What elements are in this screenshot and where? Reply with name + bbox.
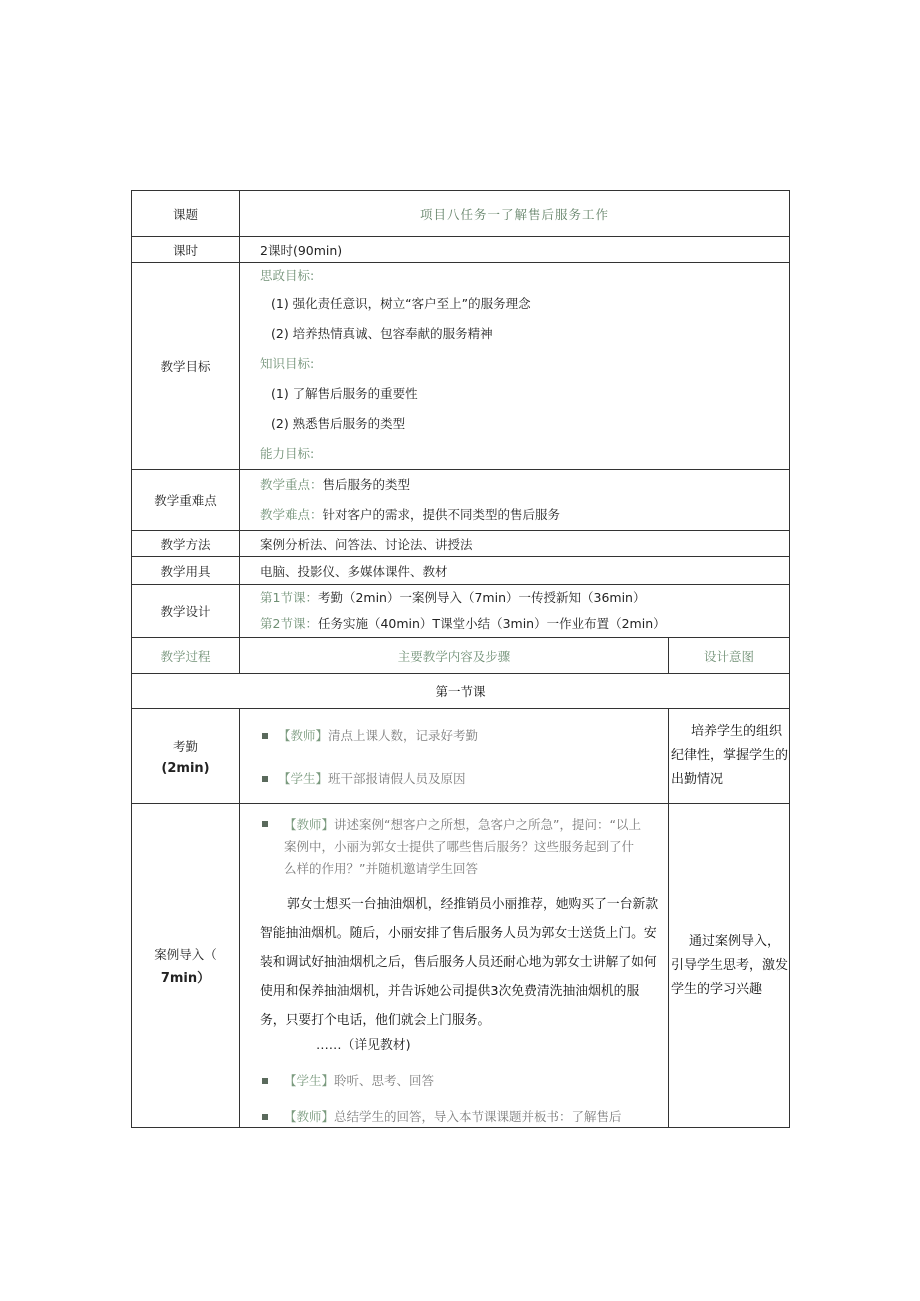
case-teacher-summary-text: 总结学生的回答，导入本节课课题并板书：了解售后 xyxy=(334,1109,622,1124)
bullet-icon xyxy=(262,776,268,782)
row-hours xyxy=(132,237,790,263)
keypoints-content xyxy=(240,470,790,531)
attendance-label: 考勤 xyxy=(172,738,198,754)
student-tag: 【学生】 xyxy=(278,770,329,786)
bullet-icon xyxy=(262,821,268,827)
difficulty-text: 针对客户的需求，提供不同类型的售后服务 xyxy=(322,507,561,522)
hours-label: 课时 xyxy=(132,237,240,263)
ability-title: 能力目标: xyxy=(260,446,315,461)
attendance-intent-cell xyxy=(669,709,790,804)
process-header-col3: 设计意图 xyxy=(669,638,790,674)
attendance-teacher xyxy=(262,726,668,744)
key-tag: 教学重点： xyxy=(260,477,323,492)
case-intent-cell xyxy=(669,804,790,1128)
bullet-icon xyxy=(262,733,268,739)
row-method xyxy=(132,531,790,557)
objectives-label: 教学目标 xyxy=(132,263,240,470)
section1-title: 第一节课 xyxy=(132,674,790,709)
case-duration: 7min） xyxy=(160,971,211,986)
difficulty-tag: 教学难点： xyxy=(260,507,323,522)
attendance-duration: (2min) xyxy=(161,760,210,776)
topic-label: 课题 xyxy=(132,191,240,237)
design-label: 教学设计 xyxy=(132,585,240,638)
case-teacher-question xyxy=(262,814,666,880)
lesson1-text: 考勤（2min）一案例导入（7min）一传授新知（36min） xyxy=(317,590,646,605)
keypoints-label: 教学重难点 xyxy=(132,470,240,531)
case-story: 郭女士想买一台抽油烟机，经推销员小丽推荐，她购买了一台新款智能抽油烟机。随后，小丽安排了售后服务人员为郭女士送货上门。安装和调试好抽油烟机之后，售后服务人员还耐心地为郭女士讲解了如何使用和保养抽油烟机，并告诉她公司提供3次免费清洗抽油烟机的服务，只要打个电话，他们就会上门服务。 xyxy=(260,897,659,1028)
ideo-item: (2) 培养热情真诚、包容奉献的服务精神 xyxy=(271,326,493,341)
tools-value: 电脑、投影仪、多媒体课件、教材 xyxy=(240,557,790,585)
row-section1 xyxy=(132,674,790,709)
bullet-icon xyxy=(262,1078,268,1084)
lesson2-text: 任务实施（40min）T课堂小结（3min）一作业布置（2min） xyxy=(317,616,666,631)
attendance-student-text: 班干部报请假人员及原因 xyxy=(328,770,466,786)
case-student-text: 聆听、思考、回答 xyxy=(334,1073,435,1088)
bullet-icon xyxy=(262,1114,268,1120)
hours-value: 2课时(90min) xyxy=(240,237,790,263)
method-label: 教学方法 xyxy=(132,531,240,557)
ideo-item: (1) 强化责任意识，树立“客户至上”的服务理念 xyxy=(271,296,531,311)
case-label: 案例导入（ xyxy=(154,947,217,962)
case-student xyxy=(262,1071,666,1089)
row-topic xyxy=(132,191,790,237)
design-content xyxy=(240,585,790,638)
attendance-intent: 培养学生的组织纪律性，掌握学生的出勤情况 xyxy=(671,724,789,787)
teacher-tag: 【教师】 xyxy=(284,1109,335,1124)
teacher-tag: 【教师】 xyxy=(284,817,335,832)
process-header-col1: 教学过程 xyxy=(132,638,240,674)
ideo-title: 思政目标: xyxy=(260,268,315,283)
lesson-plan-table xyxy=(131,190,790,1128)
row-attendance xyxy=(132,709,790,804)
case-teacher-summary xyxy=(262,1107,666,1125)
method-value: 案例分析法、问答法、讨论法、讲授法 xyxy=(240,531,790,557)
case-teacher-question-text: 讲述案例“想客户之所想，急客户之所急”，提问：“以上案例中，小丽为郭女士提供了哪些售后服务？这些服务起到了什么样的作用？”并随机邀请学生回答 xyxy=(284,817,641,876)
attendance-student xyxy=(262,769,668,787)
case-intent: 通过案例导入，引导学生思考，激发学生的学习兴趣 xyxy=(671,933,789,997)
know-item: (1) 了解售后服务的重要性 xyxy=(271,386,418,401)
tools-label: 教学用具 xyxy=(132,557,240,585)
know-title: 知识目标: xyxy=(260,356,315,371)
teacher-tag: 【教师】 xyxy=(278,727,329,743)
lesson2-tag: 第2节课： xyxy=(260,616,318,631)
row-objectives xyxy=(132,263,790,470)
case-label-cell xyxy=(132,804,240,1128)
know-item: (2) 熟悉售后服务的类型 xyxy=(271,416,406,431)
key-text: 售后服务的类型 xyxy=(322,477,411,492)
objectives-content xyxy=(240,263,790,470)
row-process-header xyxy=(132,638,790,674)
case-more: ……（详见教材) xyxy=(316,1038,411,1053)
row-case xyxy=(132,804,790,1128)
row-design xyxy=(132,585,790,638)
attendance-label-cell xyxy=(132,709,240,804)
attendance-content xyxy=(240,709,669,804)
case-content xyxy=(240,804,669,1128)
lesson1-tag: 第1节课： xyxy=(260,590,318,605)
attendance-teacher-text: 清点上课人数，记录好考勤 xyxy=(328,727,479,743)
student-tag: 【学生】 xyxy=(284,1073,335,1088)
row-keypoints xyxy=(132,470,790,531)
process-header-col2: 主要教学内容及步骤 xyxy=(240,638,669,674)
page-title: 项目八任务一了解售后服务工作 xyxy=(240,191,790,237)
row-tools xyxy=(132,557,790,585)
